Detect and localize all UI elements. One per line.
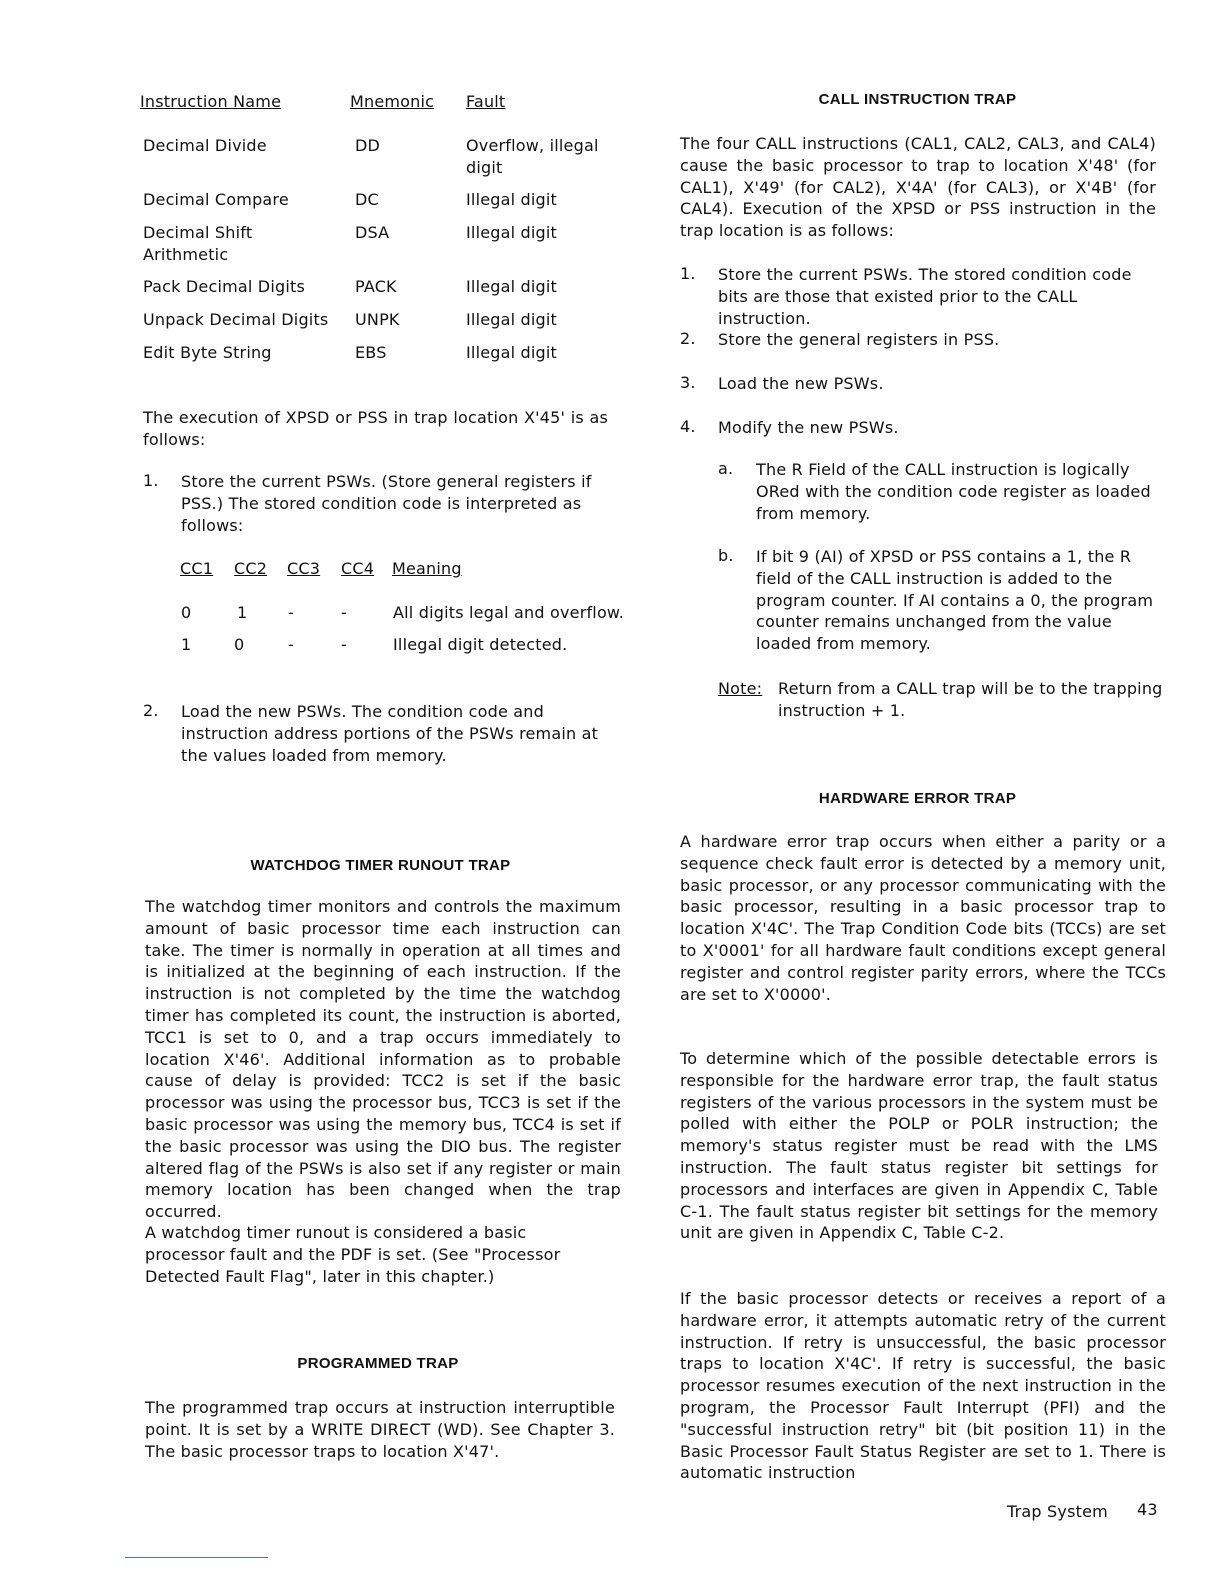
watchdog-paragraph-1: The watchdog timer monitors and controls the maximum amount of basic processor time each instruction can take. The timer is normally in operation at all times and is initialized at the beginning of each instruction. If the instruction is not completed by the time the watchdog timer has completed its count, the instruction is aborted, TCC1 is set to 0, and a trap occurs immediately to location X'46'. Additional information as to probable cause of delay is provided: TCC2 is set if the basic processor was using the processor bus, TCC3 is set if the basic processor was using the memory bus, TCC4 is set if the basic processor was using the DIO bus. The register altered flag of the PSWs is also set if any register or main memory location has been changed when the trap occurred. xyxy=(145,897,621,1222)
list-number: 1. xyxy=(143,471,159,490)
cc-header-meaning: Meaning xyxy=(392,559,462,578)
sub-list-text: If bit 9 (AI) of XPSD or PSS contains a 1, the R field of the CALL instruction is added to the program counter. If AI contains a 0, the program counter remains unchanged from the value loaded from memory. xyxy=(756,547,1154,654)
watchdog-paragraph-2: A watchdog timer runout is considered a basic processor fault and the PDF is set. (See "Processor Detected Fault Flag", later in this chapter.) xyxy=(145,1223,561,1286)
table-header-fault: Fault xyxy=(466,92,506,111)
table-cell-mnemonic: EBS xyxy=(355,343,387,362)
table-cell-fault: Illegal digit xyxy=(466,310,558,329)
call-intro: The four CALL instructions (CAL1, CAL2, CAL3, and CAL4) cause the basic processor to trap to location X'48' (for CAL1), X'49' (for CAL2), X'4A' (for CAL3), or X'4B' (for CAL4). Execution of the XPSD or PSS instruction in the trap location is as follows: xyxy=(680,134,1156,241)
list-number: 4. xyxy=(680,417,696,436)
cc-value: 0 xyxy=(234,635,245,654)
cc-header: CC4 xyxy=(341,559,375,578)
table-cell-mnemonic: DD xyxy=(355,136,381,155)
cc-meaning: All digits legal and overflow. xyxy=(393,603,625,622)
cc-value: - xyxy=(341,603,347,622)
sub-list-label: a. xyxy=(718,459,734,478)
table-header-name: Instruction Name xyxy=(140,92,282,111)
list-text: Store the current PSWs. (Store general registers if PSS.) The stored condition code is interpreted as follows: xyxy=(181,472,592,535)
table-cell-fault: Illegal digit xyxy=(466,223,558,242)
table-cell-name: Decimal Compare xyxy=(143,190,289,209)
list-text: Store the general registers in PSS. xyxy=(718,330,1000,349)
cc-value: 1 xyxy=(237,603,248,622)
sub-list-text: The R Field of the CALL instruction is logically ORed with the condition code register as loaded from memory. xyxy=(756,460,1151,523)
table-cell-name: Decimal Divide xyxy=(143,136,267,155)
table-cell-mnemonic: UNPK xyxy=(355,310,400,329)
table-cell-name: Decimal Shift Arithmetic xyxy=(143,223,253,264)
section-heading-watchdog: WATCHDOG TIMER RUNOUT TRAP xyxy=(250,857,511,874)
list-number: 1. xyxy=(680,264,696,283)
cc-value: - xyxy=(288,635,294,654)
table-cell-name: Edit Byte String xyxy=(143,343,272,362)
note-text: Return from a CALL trap will be to the trapping instruction + 1. xyxy=(778,679,1163,720)
cc-value: 1 xyxy=(181,635,192,654)
table-cell-mnemonic: DSA xyxy=(355,223,390,242)
list-text: Load the new PSWs. xyxy=(718,374,884,393)
list-number: 3. xyxy=(680,373,696,392)
cc-header: CC3 xyxy=(287,559,321,578)
table-cell-fault: Illegal digit xyxy=(466,277,558,296)
table-cell-fault: Overflow, illegal digit xyxy=(466,136,599,177)
sub-list-label: b. xyxy=(718,546,734,565)
hardware-paragraph-1: A hardware error trap occurs when either a parity or a sequence check fault error is detected by a memory unit, basic processor, or any processor communicating with the basic processor, resulting in a basic processor trap to location X'4C'. The Trap Condition Code bits (TCCs) are set to X'0001' for all hardware fault conditions except general register and control register parity errors, where the TCCs are set to X'0000'. xyxy=(680,832,1166,1004)
table-cell-name: Unpack Decimal Digits xyxy=(143,310,329,329)
page-number: 43 xyxy=(1137,1500,1158,1519)
cc-value: 0 xyxy=(181,603,192,622)
list-text: Store the current PSWs. The stored condition code bits are those that existed prior to the CALL instruction. xyxy=(718,265,1132,328)
note-label: Note: xyxy=(718,679,763,698)
footer-section-title: Trap System xyxy=(1007,1502,1108,1521)
section-heading-call: CALL INSTRUCTION TRAP xyxy=(818,91,1017,108)
cc-meaning: Illegal digit detected. xyxy=(393,635,568,654)
xpsd-intro: The execution of XPSD or PSS in trap location X'45' is as follows: xyxy=(143,408,608,449)
list-number: 2. xyxy=(143,701,159,720)
table-header-mnemonic: Mnemonic xyxy=(350,92,435,111)
list-number: 2. xyxy=(680,329,696,348)
table-cell-mnemonic: PACK xyxy=(355,277,397,296)
list-text: Modify the new PSWs. xyxy=(718,418,899,437)
footer-rule xyxy=(125,1557,268,1558)
table-cell-fault: Illegal digit xyxy=(466,343,558,362)
cc-header: CC1 xyxy=(180,559,214,578)
table-cell-fault: Illegal digit xyxy=(466,190,558,209)
programmed-paragraph: The programmed trap occurs at instruction interruptible point. It is set by a WRITE DIRECT (WD). See Chapter 3. The basic processor traps to location X'47'. xyxy=(145,1398,615,1461)
table-cell-name: Pack Decimal Digits xyxy=(143,277,305,296)
cc-header: CC2 xyxy=(234,559,268,578)
table-cell-mnemonic: DC xyxy=(355,190,379,209)
list-text: Load the new PSWs. The condition code and instruction address portions of the PSWs remain at the values loaded from memory. xyxy=(181,702,599,765)
section-heading-programmed: PROGRAMMED TRAP xyxy=(297,1355,459,1372)
section-heading-hardware: HARDWARE ERROR TRAP xyxy=(818,790,1017,807)
hardware-paragraph-3: If the basic processor detects or receives a report of a hardware error, it attempts automatic retry of the current instruction. If retry is unsuccessful, the basic processor traps to location X'4C'. If retry is successful, the basic processor resumes execution of the next instruction in the program, the Processor Fault Interrupt (PFI) and the "successful instruction retry" bit (bit position 11) in the Basic Processor Fault Status Register are set to 1. There is automatic instruction xyxy=(680,1289,1166,1483)
hardware-paragraph-2: To determine which of the possible detectable errors is responsible for the hardware error trap, the fault status registers of the various processors in the system must be polled with either the POLP or POLR instruction; the memory's status register must be read with the LMS instruction. The fault status register bit settings for processors and interfaces are given in Appendix C, Table C-1. The fault status register bit settings for the memory unit are given in Appendix C, Table C-2. xyxy=(680,1049,1158,1243)
cc-value: - xyxy=(288,603,294,622)
cc-value: - xyxy=(341,635,347,654)
